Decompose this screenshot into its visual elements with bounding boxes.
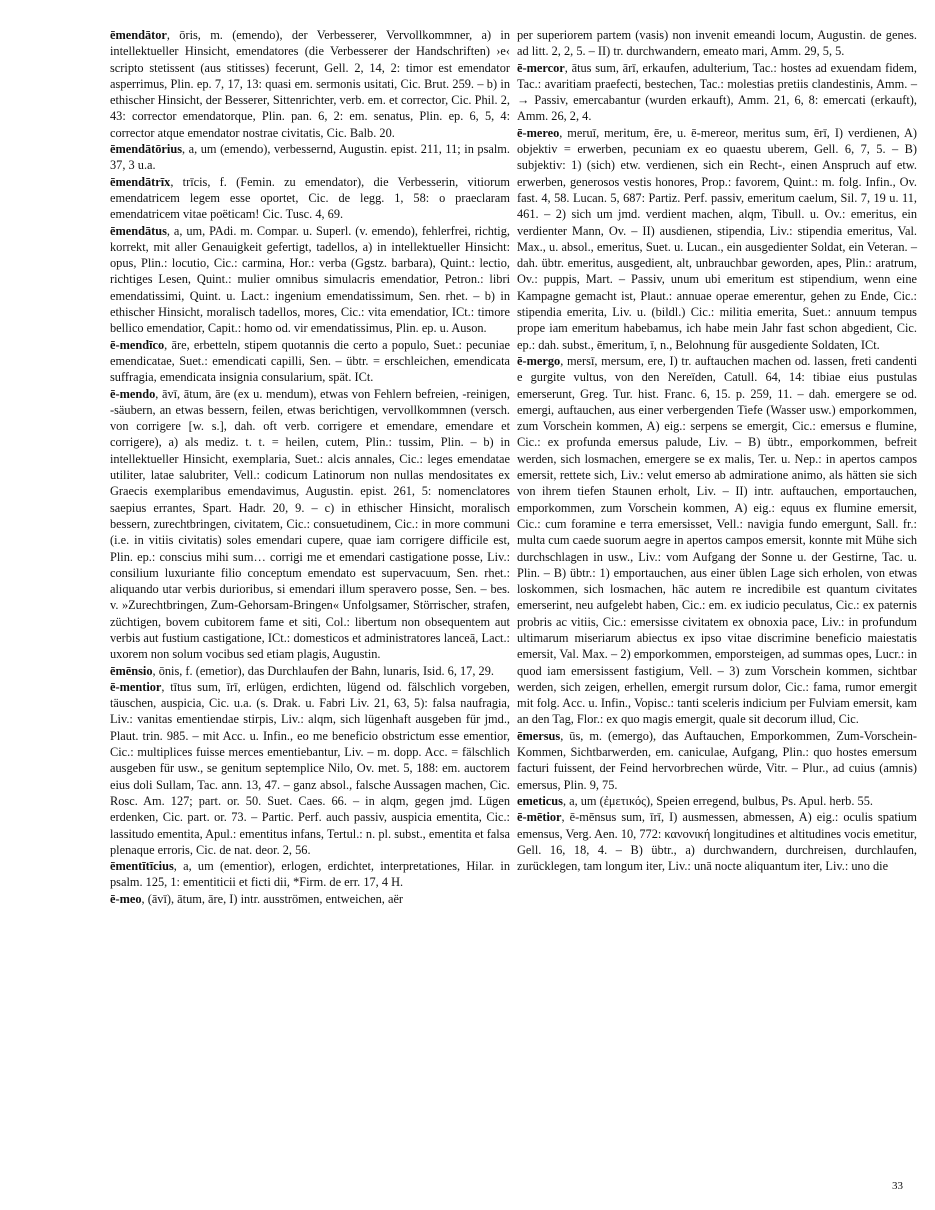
dictionary-entry [517, 27, 917, 60]
dictionary-entry [110, 679, 510, 858]
entry-text: , a, um (ἐμετικός), Speien erregend, bulbus, Ps. Apul. herb. 55. [562, 793, 873, 808]
entry-text: , trīcis, f. (Femin. zu emendator), die Verbesserin, vitiorum emendatricem legem esse oportet, Cic. de legg. 1, 58: o praeclaram emendatricem vitae poëticam! Cic. Tusc. 4, 69. [110, 174, 510, 222]
entry-text: , meruī, meritum, ēre, u. ē-mereor, meritus sum, ērī, I) verdienen, A) objektiv = erwerben, pecuniam ex eo quaestu uberem, Gell. 6, 7, 5. – B) subjektiv: 1) (sich) etw. verdienen, sich ein Recht-, einen Anspruch auf etw. erwerben, generosos vestis honores, Prop.: favorem, Quint.: m. folg. Infin., Ov. fast. 4, 58. Lucan. 5, 687: Partiz. Perf. passiv, emeritum caelum, Sil. 7, 19 u. 11, 461. – 2) sich um jmd. verdient machen, alqm, Tibull. u. Ov.: emeritus, ein verdienter Mann, Ov. – II) ausdienen, stipendia, Liv.: stipendia emeritus, Val. Max., u. absol., emeritus, Suet. u. Lucan., ein ausgedienter Soldat, ein Veteran. – dah. übtr. emeritus, ausgedient, alt, unbrauchbar geworden, apes, Plin.: aratrum, Ov.: puppis, Mart. – Passiv, unum ubi emeritum est stipendium, wenn eine Kampagne gemacht ist, Plaut.: annuae operae emerentur, gehen zu Ende, Cic.: stipendia emerita, Liv. u. (bildl.) Cic.: militia emerita, Suet.: annuum tempus prope iam emeritum habebamus, ich habe mein Jahr fast schon abgedient, Cic. ep.: dah. subst., ēmeritum, ī, n., Belohnung für ausgediente Soldaten, ICt. [517, 125, 917, 352]
dictionary-entry [110, 27, 510, 141]
entry-text: , āre, erbetteln, stipem quotannis die certo a populo, Suet.: pecuniae emendicatae, Suet.: emendicati capilli, Sen. – übtr. = erschleichen, emendicata suffragia, emendicata insignia consularium, spät. ICt. [110, 337, 510, 385]
dictionary-entry [517, 809, 917, 874]
right-column [517, 27, 917, 874]
entry-text: , ātus sum, ārī, erkaufen, adulterium, Tac.: hostes ad exuendam fidem, Tac.: avaritiam praefecti, bestechen, Tac.: molestias pretiis clandestinis, Amm. – → Passiv, emercabantur (wurden erkauft), Amm. 21, 6, 8: emercati (erkauft), Amm. 26, 2, 4. [517, 60, 917, 124]
left-column [110, 27, 510, 907]
entry-headword: ē-meo [110, 891, 142, 906]
entry-headword: ēmendātus [110, 223, 167, 238]
entry-text: , ōris, m. (emendo), der Verbesserer, Vervollkommner, a) in intellektueller Hinsicht, emendatores (die Verbesserer der Handschriften) ›e‹ scripto stetissent (aus stitisses) fecerunt, Gell. 2, 14, 2: timor est emendator asperrimus, Plin. ep. 7, 17, 13: quasi em. sermonis usitati, Cic. Brut. 259. – b) in ethischer Hinsicht, der Besserer, Sittenrichter, verb. em. et corrector, Cic. Phil. 2, 43: corrector emendatorque, Plin. pan. 6, 2: em. senatus, Plin. ep. 6, 5, 4: corrector atque emendator nostrae civitatis, Cic. Balb. 20. [110, 28, 510, 140]
entry-headword: ē-mendo [110, 386, 156, 401]
entry-headword: ēmēnsio [110, 663, 153, 678]
entry-text: , ōnis, f. (emetior), das Durchlaufen der Bahn, lunaris, Isid. 6, 17, 29. [152, 663, 494, 678]
dictionary-entry [110, 223, 510, 337]
entry-text: , a, um, PAdi. m. Compar. u. Superl. (v. emendo), fehlerfrei, richtig, korrekt, mit aller Genauigkeit gefertigt, tadellos, a) in intellektueller Hinsicht: opus, Plin.: locutio, Cic.: carmina, Hor.: verba (Ggstz. barbara), Quint.: lectio, richtiges Lesen, Quint.: mulier omnibus simulacris emendatior, Petron.: libri emendatissimi, Quint. u. Lact.: ingenium emendatissimum, Sen. rhet. – b) in ethischer Hinsicht, moralisch tadellos, mores, Cic.: vita emendatior, ICt.: timore bellico emendatior, Capit.: homo od. vir emendatissimus, Plin. ep. u. Auson. [110, 223, 510, 336]
entry-headword: ēmersus [517, 728, 561, 743]
entry-text: , ē-mēnsus sum, īrī, I) ausmessen, abmessen, A) eig.: oculis spatium emensus, Verg. Aen. 10, 772: κανονική longitudines et altitudines vocis emetitur, Gell. 16, 18, 4. – B) übtr., a) durchwandern, durchreisen, durchlaufen, zurücklegen, tam longum iter, Liv.: unā nocte aliquantum iter, Liv.: uno die [517, 810, 917, 874]
entry-text: , ūs, m. (emergo), das Auftauchen, Emporkommen, Zum-Vorschein-Kommen, Sichtbarwerden, em. caniculae, Aufgang, Plin.: quo hostes emersum facturi fuissent, der Feind hervorbrechen würde, Vitr. – Plur., ad cuius (amnis) emersus, Plin. 9, 75. [517, 728, 917, 792]
entry-text: , a, um (emendo), verbessernd, Augustin. epist. 211, 11; in psalm. 37, 3 u.a. [110, 142, 510, 173]
entry-headword: emeticus [517, 793, 563, 808]
entry-headword: ē-mendīco [110, 337, 165, 352]
entry-text: , tītus sum, īrī, erlügen, erdichten, lügend od. fälschlich vorgeben, täuschen, auspicia, Cic. u.a. (s. Drak. u. Fabri Liv. 21, 63, 5): falsa naufragia, Liv.: vanitas ementiendae stirpis, Liv.: alqm, sich lügenhaft ausgeben für jmd., Plaut. trin. 985. – mit Acc. u. Infin., eo me beneficio obstrictum esse ementior, Cic.: multiplices fuisse merces ementiebantur, Liv. – m. dopp. Acc. = fälschlich ausgeben für usw., se genitum septemplice Nilo, Ov. met. 5, 188: em. auctorem eius doli Sullam, Tac. ann. 13, 47. – ganz absol., falsche Aussagen machen, Cic. Rosc. Am. 127; part. or. 50. Suet. Caes. 66. – in alqm, gegen jmd. Lügen erdenken, Cic. part. or. 73. – Partic. Perf. auch passiv, auspicia ementita, Cic.: lassitudo ementita, Apul.: ementitus infans, Tertul.: n. pl. subst., ementita et falsa plenaque erroris, Cic. de nat. deor. 2, 56. [110, 679, 510, 857]
entry-text: , a, um (ementior), erlogen, erdichtet, interpretationes, Hilar. in psalm. 125, 1: ementiticii et ficti dii, *Firm. de err. 17, 4 H. [110, 859, 510, 890]
dictionary-entry [517, 125, 917, 353]
dictionary-entry [517, 728, 917, 793]
page-number: 33 [892, 1180, 903, 1192]
dictionary-entry [110, 663, 510, 679]
entry-text: , (āvī), ātum, āre, I) intr. ausströmen, entweichen, aër [141, 891, 404, 906]
dictionary-entry [110, 891, 510, 907]
dictionary-entry [110, 858, 510, 891]
entry-headword: ēmendātor [110, 28, 167, 42]
entry-headword: ēmendātrīx [110, 174, 171, 189]
entry-headword: ēmendātōrius [110, 142, 183, 157]
entry-headword: ē-mergo [517, 353, 561, 368]
dictionary-entry [110, 386, 510, 663]
dictionary-entry [110, 141, 510, 174]
entry-headword: ē-mereo [517, 125, 560, 140]
entry-text: , mersī, mersum, ere, I) tr. auftauchen machen od. lassen, freti candenti e gurgite vultus, von den Nereïden, Catull. 64, 14: tibiae eius pustulas emerserunt, Greg. Tur. hist. Franc. 6, 15. p. 259, 11. – dah. emergere se od. emergi, auftauchen, aus einer verbergenden Tiefe (Wasser usw.) emporkommen, zum Vorschein kommen, A) eig.: serpens se emergit, Cic.: emersus e flumine, Cic.: ex profunda emersus palude, Liv. – B) übtr., emporkommen, befreit werden, sich losmachen, emergere se ex malis, Ter. u. Nep.: in apertos campos emersit, rettete sich, Liv.: velut emerso ab admiratione animo, als hätten sie sich von ihrem tiefen Staunen erholt, Liv. – II) intr. auftauchen, emportauchen, emporkommen, zum Vorschein kommen, A) eig.: equus ex flumine emersit, Cic.: cum foramine e terra emersisset, Vell.: navigia fundo emergunt, Sall. fr.: multa cum caede suorum aegre in apertos campos emersit, konnte mit Mühe sich durchschlagen in usw., Liv.: vom Aufgang der Sonne u. der Gestirne, Tac. u. Plin. – B) übtr.: 1) emportauchen, aus einer üblen Lage sich erholen, von etwas loskommen, sich losmachen, hāc autem re incredibile est quantum civitates emerserint, neu aufgelebt haben, Cic.: em. ex iudicio peculatus, Cic.: ex paternis probris ac vitiis, Cic.: emersisse civitatem ex obnoxia pace, Liv.: in profundum ultimarum miseriarum abiectus ex ipso vitae discrimine beneficio maiestatis emersit, Val. Max. – 2) emporkommen, emporsteigen, ad summas opes, Lucr.: in quod iam emersissent fastigium, Vell. – 3) zum Vorschein kommen, sichtbar werden, sich zeigen, erhellen, emergit rursum dolor, Cic.: fama, rumor emergit mit folg. Acc. u. Infin., Vopisc.: tanti sceleris indicium per Fulviam emersit, kam an den Tag, Flor.: ex quo magis emergit, quale sit decorum illud, Cic. [517, 353, 917, 727]
dictionary-entry [517, 60, 917, 125]
entry-headword: ē-mercor [517, 60, 565, 75]
entry-headword: ē-mētior [517, 810, 562, 825]
entry-headword: ēmentītīcius [110, 859, 174, 874]
entry-headword: ē-mentior [110, 679, 162, 694]
entry-text: per superiorem partem (vasis) non invenit emeandi locum, Augustin. de genes. ad litt. 2, 2, 5. – II) tr. durchwandern, emeato mari, Amm. 29, 5, 5. [517, 28, 917, 59]
dictionary-entry [110, 174, 510, 223]
entry-text: , āvī, ātum, āre (ex u. mendum), etwas von Fehlern befreien, -reinigen, -säubern, an etwas bessern, feilen, etwas berichtigen, vervollkommnen (versch. von corrigere [w. s.], dah. oft verb. corrigere et emendare, emendare et corrigere), a) als mediz. t. t. = heilen, cutem, Plin.: tussim, Plin. – b) in intellektueller Hinsicht, exemplaria, Suet.: alcis annales, Cic.: leges emendatae utiliter, latae salubriter, Vell.: codicum Latinorum non nullas mendositates ex Graecis exemplaribus emendavimus, Augustin. epist. 261, 5: nomenclatores saepius errantes, Spart. Hadr. 20, 9. – c) in ethischer Hinsicht, moralisch bessern, zurechtbringen, civitatem, Cic.: consuetudinem, Cic.: in more communi (i.e. in vitiis civitatis) soles emendari cupere, quae iam corrigere difficile est, Plin. ep.: conscius mihi sum… corrigi me et emendari castigatione posse, Liv.: consilium luxuriante filio conceptum emendato est supervacuum, Sen. rhet.: aliquando utar verbis durioribus, si emendari illum speravero posse, Sen. – bes. v. »Zurechtbringen, Zum-Gehorsam-Bringen« Unfolgsamer, Störrischer, strafen, züchtigen, bovem cubitorem fame et siti, Col.: libertum non obsequentem aut verbis aut fustium castigatione, ICt.: domesticos et administratores lanceā, Lact.: uxorem non solum vocibus sed etiam plagis, Augustin. [110, 386, 510, 662]
dictionary-entry [110, 337, 510, 386]
dictionary-entry [517, 353, 917, 728]
dictionary-entry [517, 793, 917, 809]
